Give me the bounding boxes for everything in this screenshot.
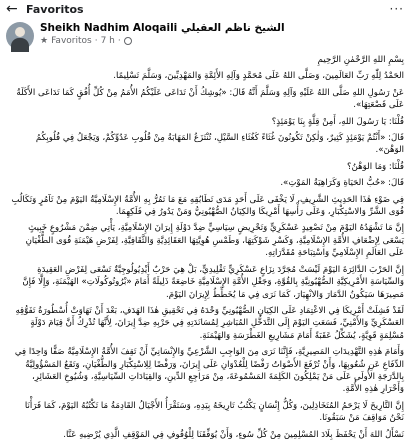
post-paragraph: الحَمْدُ لِلّٰهِ رَبِّ العَالَمِينَ، وَصَلَّى اللهُ عَلَى مُحَمَّدٍ وَآلِهِ الأَئِمَّةِ وَالمَهْدِيِّينَ، وَسَلَّمَ تَسْلِيمًا. [113, 71, 404, 82]
back-arrow-icon[interactable]: ← [6, 1, 18, 17]
separator-dot: · [94, 36, 98, 46]
globe-icon [124, 37, 132, 45]
top-bar [0, 0, 412, 18]
post-paragraph: نَسْأَلُ اللهَ أَنْ يَحْفَظَ بِلَادَ المُسْلِمِينَ مِنْ كُلِّ سُوءٍ، وَأَنْ يُوَفِّقَنَا لِلْوُقُوفِ فِي المَوْقِفِ الَّذِي يُرْضِيهِ عَنَّا. [63, 429, 404, 440]
avatar[interactable] [6, 22, 34, 50]
post-paragraph: قَالَ: «أَنْتُمْ يَوْمَئِذٍ كَثِيرٌ، وَلٰكِنْ تَكُونُونَ غُثَاءً كَغُثَاءِ السَّيْلِ، تُنْتَزَعُ المَهَابَةُ مِنْ قُلُوبِ عَدُوِّكُمْ، وَيَجْعَلُ فِي قُلُوبِكُمُ الوَهْنَ». [35, 133, 404, 156]
audience-icon: ★ [40, 36, 49, 46]
top-bar-title: Favoritos [26, 2, 84, 16]
post-paragraph: إِنَّ التَّارِيخَ لَا يَرْحَمُ المُتَخَاذِلِينَ، وَكُلُّ إِنْسَانٍ يَكْتُبُ تَارِيخَهُ بِيَدِهِ، وَسَتَقْرَأُ الأَجْيَالُ القَادِمَةُ مَا تَكْتُبُهُ اليَوْمَ، كَمَا قَرَأْنَا نَحْنُ مَوَاقِفَ مَنْ سَبَقُونَا. [24, 400, 404, 424]
post-paragraph: عَنْ رَسُولِ اللهِ صَلَّى اللهُ عَلَيْهِ وَآلِهِ وَسَلَّمَ أَنَّهُ قَالَ: «يُوشِكُ أَنْ تَدَاعَى عَلَيْكُمُ الأُمَمُ مِنْ كُلِّ أُفُقٍ كَمَا تَدَاعَى الأَكَلَةُ عَلَى قَصْعَتِهَا». [16, 87, 404, 111]
post-paragraph: قُلْنَا: وَمَا الوَهْنُ؟ [347, 161, 404, 172]
post-paragraph: وَأَمَامَ هٰذِهِ التَّهْدِيدَاتِ المَصِيرِيَّةِ، فَإِنَّنَا نَرَى مِنَ الوَاجِبِ الشَّرْعِيِّ وَالإِنْسَانِيِّ أَنْ تَقِفَ الأُمَّةُ الإِسْلَامِيَّةُ صَفًّا وَاحِدًا فِي الدِّفَاعِ عَنِ شُعُوبِهَا، وَأَنْ تُرْفَعَ الأَصْوَاتُ رَفْضًا لِلْعُدْوَانِ عَلَى إِيرَانَ، وَرَفْضًا لِلِاسْتِكْبَارِ وَالطُّغْيَانِ، وَتَقَعُ المَسْؤُولِيَّةُ بِالدَّرَجَةِ الأُولَى عَلَى مَنْ يَمْلِكُونَ الكَلِمَةَ المَسْمُوعَةَ، مِنْ مَرَاجِعِ الدِّينِ، وَالقِيَادَاتِ السِّيَاسِيَّةِ، وَشُيُوخِ العَشَائِرِ، وَأَحْرَارِ هٰذِهِ الأُمَّةِ. [14, 347, 404, 395]
post-paragraph: بِسْمِ اللهِ الرَّحْمٰنِ الرَّحِيمِ [317, 55, 404, 65]
post-subline [40, 36, 285, 46]
separator-dot: · [117, 36, 121, 46]
more-options-icon[interactable]: ··· [389, 2, 404, 16]
post-paragraph: لَقَدْ فَشِلَتْ أَمْرِيكَا فِي الاعْتِمَادِ عَلَى الكِيَانِ الصُّهْيُونِيِّ وَحْدَهُ فِي تَحْقِيقِ هٰذَا الهَدَفِ، بَعْدَ أَنْ تَهَاوَتْ أُسْطُورَةُ تَفَوُّقِهِ العَسْكَرِيِّ وَالأَمْنِيِّ، فَسَعَتِ اليَوْمَ إِلَى التَّدَخُّلِ المُبَاشِرِ لِمُسَانَدَتِهِ فِي حَرْبِهِ ضِدَّ إِيرَانَ، لِأَنَّهَا تُدْرِكُ أَنَّ قِيَامَ دَوْلَةٍ مُسْلِمَةٍ قَوِيَّةٍ، يُشَكِّلُ عَقَبَةً أَمَامَ مَشَارِيعِ الغَطْرَسَةِ وَالهَيْمَنَةِ. [15, 305, 404, 341]
post-paragraph: إِنَّ الحَرْبَ الدَّائِرَةَ اليَوْمَ لَيْسَتْ مُجَرَّدَ نِزَاعٍ عَسْكَرِيٍّ تَقْلِيدِيٍّ، بَلْ هِيَ حَرْبٌ أَيْدِيُولُوجِيَّةٌ تَسْعَى لِفَرْضِ العَقِيدَةِ وَالسِّيَاسَةِ الأَمْرِيكِيَّةِ الصُّهْيُونِيَّةِ بِالقُوَّةِ، وَجَعْلِ الأُمَّةِ الإِسْلَامِيَّةِ خَاضِعَةً ذَلِيلَةً أَمَامَ «بْرُوتُوكُولَاتِ» الهَيْمَنَةِ، وَإِلَّا فَإِنَّ مَصِيرَهَا سَيَكُونُ الدَّمَارَ وَالانْهِيَارَ، كَمَا نَرَى فِي مَا يُخَطِّطُ لِإِيرَانَ اليَوْمَ. [22, 264, 404, 300]
post-paragraph: قُلْنَا: يَا رَسُولَ اللهِ، أَمِنْ قِلَّةٍ بِنَا يَوْمَئِذٍ؟ [271, 116, 404, 127]
avatar-head-shape [15, 27, 25, 37]
avatar-body-shape [11, 38, 29, 52]
post-paragraph: إِنَّ مَا تَشْهَدُهُ اليَوْمَ مِنْ تَصْعِيدٍ عَسْكَرِيٍّ وَتَحْرِيضٍ سِيَاسِيٍّ ضِدَّ دَوْلَةِ إِيرَانَ الإِسْلَامِيَّةِ، يَأْتِي ضِمْنَ مَشْرُوعٍ خَبِيثٍ يَسْعَى لِإِضْعَافِ الأُمَّةِ الإِسْلَامِيَّةِ، وَكَسْرِ شَوْكَتِهَا، وَطَمْسِ هُوِيَّتِهَا العَقَائِدِيَّةِ وَالثَّقَافِيَّةِ، لِفَرْضِ هَيْمَنَةِ قُوَى الطُّغْيَانِ عَلَى العَالَمِ الإِسْلَامِيِّ وَاسْتِبَاحَةِ مُقَدَّرَاتِهِ. [25, 223, 404, 259]
post-body [10, 54, 404, 440]
post-header [6, 22, 406, 52]
author-name[interactable]: Sheikh Nadhim Aloqaili الشيخ ناظم العقيلي [40, 22, 285, 34]
post-time[interactable]: 7 h [100, 36, 115, 46]
post-paragraph: قَالَ: «حُبُّ الحَيَاةِ وَكَرَاهِيَةُ المَوْتِ». [280, 178, 404, 189]
post-audience: Favoritos [51, 36, 92, 46]
post-meta [40, 22, 285, 52]
post-paragraph: فِي ضَوْءِ هٰذَا الحَدِيثِ الشَّرِيفِ، لَا يَخْفَى عَلَى أَحَدٍ مَدَى تَطَابُقِهِ مَعَ مَا تَمُرُّ بِهِ الأُمَّةُ الإِسْلَامِيَّةُ اليَوْمَ مِنْ تَآمُرٍ وَتَكَالُبِ قُوَى الشَّرِّ وَالاسْتِكْبَارِ، وَعَلَى رَأْسِهَا أَمْرِيكَا وَالكِيَانُ الصُّهْيُونِيُّ وَمَنْ يَدُورُ فِي فَلَكِهِمَا. [11, 194, 404, 218]
